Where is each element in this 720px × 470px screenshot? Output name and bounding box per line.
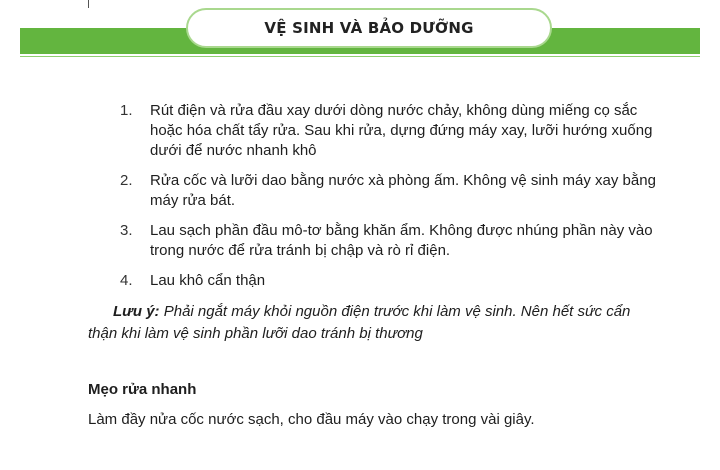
list-item [120, 221, 660, 261]
step-text: Lau sạch phần đầu mô-tơ bằng khăn ẩm. Không được nhúng phần này vào trong nước để rửa tránh bị chập và rò rỉ điện. [150, 222, 653, 259]
cleaning-steps-list [120, 101, 660, 301]
step-number: 1. [120, 102, 133, 119]
section-title: VỆ SINH VÀ BẢO DƯỠNG [264, 19, 474, 37]
quick-tip-heading: Mẹo rửa nhanh [88, 381, 197, 398]
header-underline [20, 56, 700, 57]
step-number: 4. [120, 272, 133, 289]
step-text: Rút điện và rửa đầu xay dưới dòng nước chảy, không dùng miếng cọ sắc hoặc hóa chất tẩy rửa. Sau khi rửa, dựng đứng máy xay, lưỡi hướng xuống dưới để nước nhanh khô [150, 102, 653, 159]
warning-note [88, 301, 658, 345]
list-item [120, 101, 660, 161]
step-text: Rửa cốc và lưỡi dao bằng nước xà phòng ấm. Không vệ sinh máy xay bằng máy rửa bát. [150, 172, 656, 209]
page-edge-tick [88, 0, 89, 8]
step-number: 3. [120, 222, 133, 239]
list-item [120, 271, 660, 291]
section-title-badge [186, 8, 552, 48]
quick-tip-text: Làm đầy nửa cốc nước sạch, cho đầu máy vào chạy trong vài giây. [88, 411, 535, 428]
step-text: Lau khô cẩn thận [150, 272, 266, 289]
step-number: 2. [120, 172, 133, 189]
note-label: Lưu ý: [113, 303, 160, 320]
note-text: Phải ngắt máy khỏi nguồn điện trước khi làm vệ sinh. Nên hết sức cẩn thận khi làm vệ sinh phần lưỡi dao tránh bị thương [88, 303, 631, 342]
list-item [120, 171, 660, 211]
